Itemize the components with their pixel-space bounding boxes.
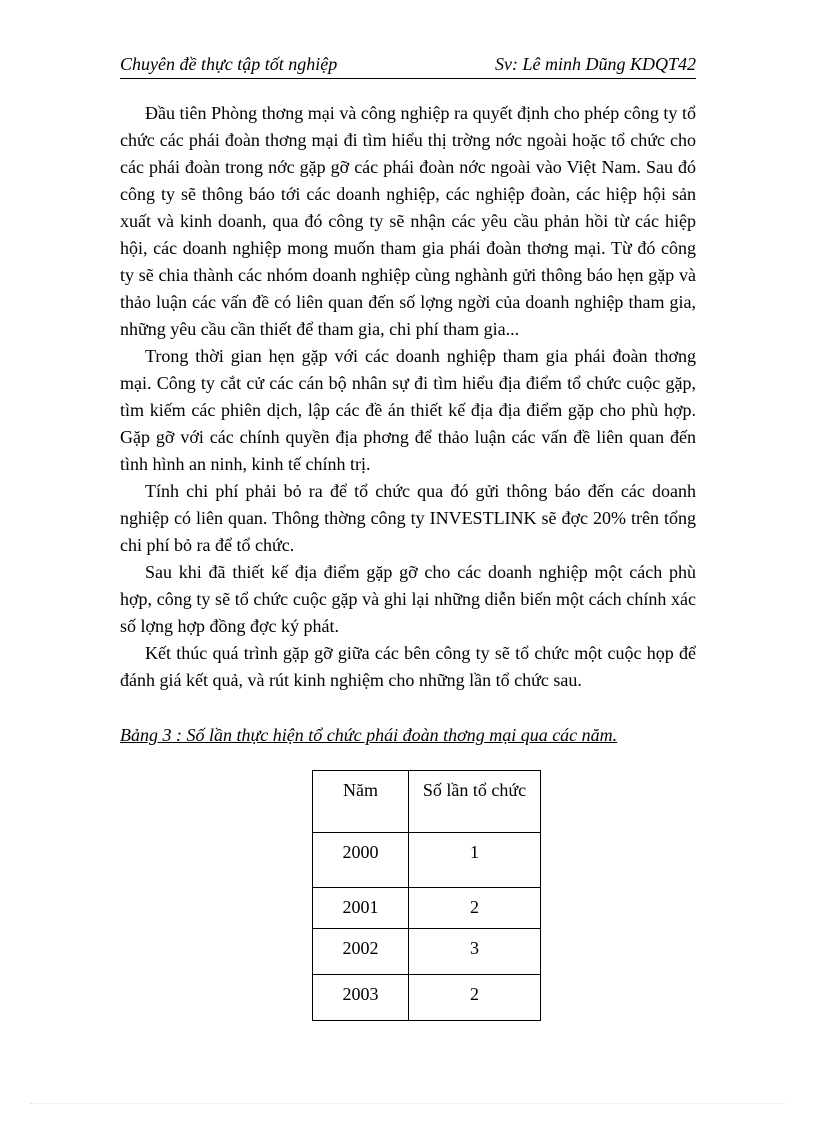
paragraph: Trong thời gian hẹn gặp với các doanh nghiệp tham gia phái đoàn thơng mại. Công ty cắt cử các cán bộ nhân sự đi tìm hiểu địa điểm tổ chức cuộc gặp, tìm kiếm các phiên dịch, lập các đề án thiết kế địa địa điểm gặp cho phù hợp. Gặp gỡ với các chính quyền địa phơng để thảo luận các vấn đề liên quan đến tình hình an ninh, kinh tế chính trị. bbox=[120, 346, 696, 474]
table-header-cell: Năm bbox=[313, 771, 409, 833]
header-document-title: Chuyên đề thực tập tốt nghiệp bbox=[120, 54, 338, 74]
page-header bbox=[120, 52, 696, 79]
table-cell: 1 bbox=[409, 833, 541, 888]
paragraph: Sau khi đã thiết kế địa điểm gặp gỡ cho các doanh nghiệp một cách phù hợp, công ty sẽ tổ chức cuộc gặp và ghi lại những diễn biến một cách chính xác số lợng hợp đồng đợc ký phát. bbox=[120, 562, 696, 636]
body-text bbox=[120, 100, 696, 694]
table-caption: Bảng 3 : Số lần thực hiện tổ chức phái đoàn thơng mại qua các năm. bbox=[120, 725, 618, 745]
table-cell: 2003 bbox=[313, 975, 409, 1021]
data-table bbox=[312, 770, 541, 1021]
table-row bbox=[313, 975, 541, 1021]
page-bottom-divider bbox=[30, 1103, 786, 1104]
table-row bbox=[313, 833, 541, 888]
table-cell: 2002 bbox=[313, 929, 409, 975]
table-row bbox=[313, 888, 541, 929]
table-cell: 2 bbox=[409, 975, 541, 1021]
table-cell: 2000 bbox=[313, 833, 409, 888]
table-row bbox=[313, 929, 541, 975]
table-cell: 2001 bbox=[313, 888, 409, 929]
paragraph: Đầu tiên Phòng thơng mại và công nghiệp ra quyết định cho phép công ty tổ chức các phái đoàn thơng mại đi tìm hiểu thị trờng nớc ngoài hoặc tổ chức cho các phái đoàn trong nớc gặp gỡ các phái đoàn nớc ngoài vào Việt Nam. Sau đó công ty sẽ thông báo tới các doanh nghiệp, các nghiệp đoàn, các hiệp hội sản xuất và kinh doanh, qua đó công ty sẽ nhận các yêu cầu phản hồi từ các hiệp hội, các doanh nghiệp mong muốn tham gia phái đoàn thơng mại. Từ đó công ty sẽ chia thành các nhóm doanh nghiệp cùng nghành gửi thông báo hẹn gặp và thảo luận các vấn đề có liên quan đến số lợng ngời của doanh nghiệp tham gia, những yêu cầu cần thiết để tham gia, chi phí tham gia... bbox=[120, 103, 696, 339]
table-cell: 2 bbox=[409, 888, 541, 929]
table-header-cell: Số lần tổ chức bbox=[409, 771, 541, 833]
paragraph: Kết thúc quá trình gặp gỡ giữa các bên công ty sẽ tổ chức một cuộc họp để đánh giá kết quả, và rút kinh nghiệm cho những lần tổ chức sau. bbox=[120, 643, 696, 690]
header-author: Sv: Lê minh Dũng KDQT42 bbox=[495, 54, 696, 74]
table-header-row bbox=[313, 771, 541, 833]
table-cell: 3 bbox=[409, 929, 541, 975]
paragraph: Tính chi phí phải bỏ ra để tổ chức qua đó gửi thông báo đến các doanh nghiệp có liên quan. Thông thờng công ty INVESTLINK sẽ đợc 20% trên tổng chi phí bỏ ra để tổ chức. bbox=[120, 481, 696, 555]
